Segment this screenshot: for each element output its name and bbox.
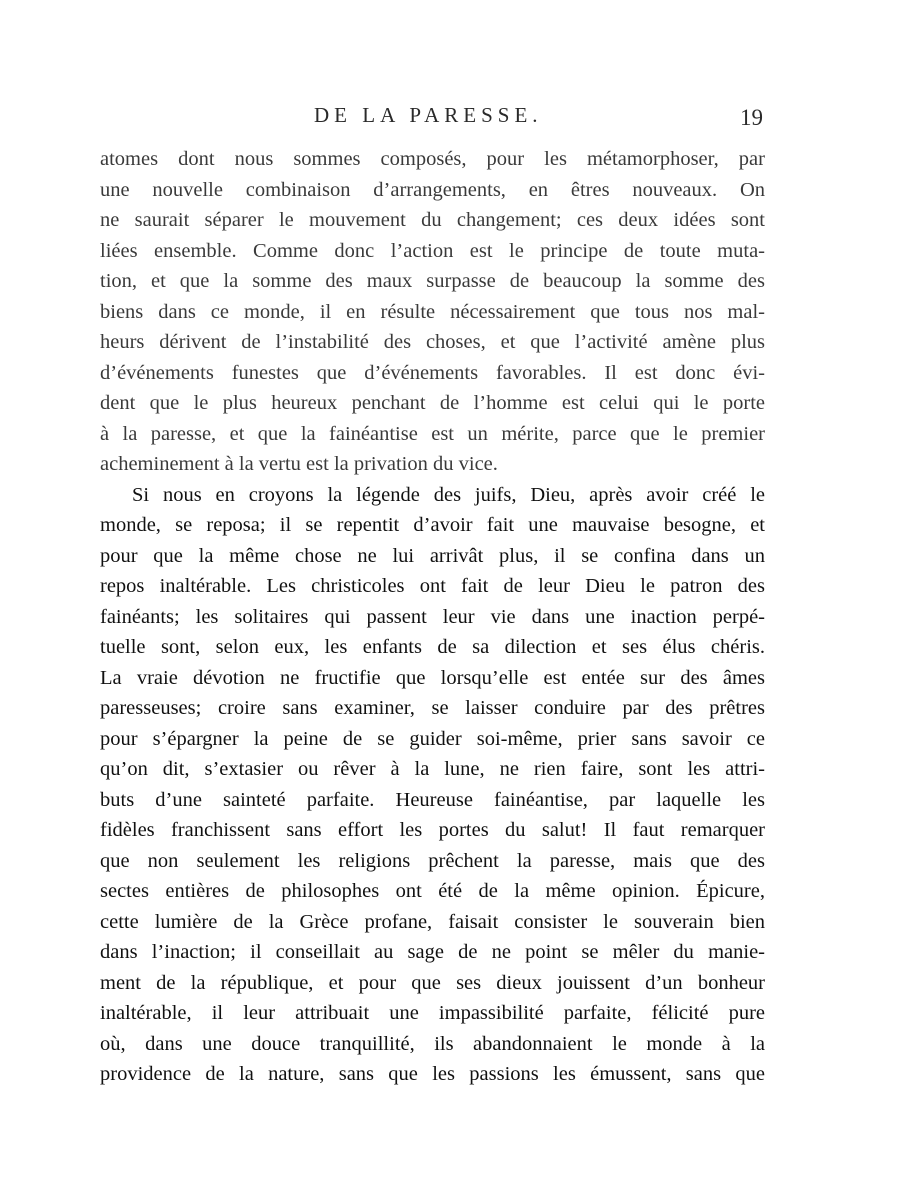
text-line: paresseuses; croire sans examiner, se laisser conduire par des prêtres [100,697,765,719]
text-line: fainéants; les solitaires qui passent leur vie dans une inaction perpé- [100,605,765,628]
text-line: tuelle sont, selon eux, les enfants de sa dilection et ses élus chéris. [100,636,765,658]
text-line: biens dans ce monde, il en résulte nécessairement que tous nos mal- [100,300,765,323]
text-line: providence de la nature, sans que les passions les émussent, sans que [100,1063,765,1085]
text-line: liées ensemble. Comme donc l’action est le principe de toute muta- [100,239,765,262]
text-line: repos inaltérable. Les christicoles ont fait de leur Dieu le patron des [100,575,765,597]
text-line: acheminement à la vertu est la privation du vice. [100,453,498,475]
text-line: dent que le plus heureux penchant de l’homme est celui qui le porte [100,392,765,414]
text-line: cette lumière de la Grèce profane, faisait consister le souverain bien [100,910,765,933]
text-line: atomes dont nous sommes composés, pour les métamorphoser, par [100,148,765,170]
text-line: fidèles franchissent sans effort les portes du salut! Il faut remarquer [100,819,765,841]
text-line: inaltérable, il leur attribuait une impassibilité parfaite, félicité pure [100,1002,765,1024]
text-line: monde, se reposa; il se repentit d’avoir fait une mauvaise besogne, et [100,514,765,536]
text-line: Si nous en croyons la légende des juifs, Dieu, après avoir créé le [132,483,765,506]
text-body [100,144,765,1090]
text-line: heurs dérivent de l’instabilité des choses, et que l’activité amène plus [100,331,765,353]
text-line: pour que la même chose ne lui arrivât plus, il se confina dans un [100,544,765,567]
text-line: ne saurait séparer le mouvement du changement; ces deux idées sont [100,209,765,231]
text-line: que non seulement les religions prêchent la paresse, mais que des [100,849,765,872]
text-line: tion, et que la somme des maux surpasse de beaucoup la somme des [100,270,765,292]
page-number: 19 [740,105,763,130]
paragraph-1 [100,144,765,480]
text-line: où, dans une douce tranquillité, ils abandonnaient le monde à la [100,1032,765,1055]
text-line: dans l’inaction; il conseillait au sage de ne point se mêler du manie- [100,941,765,963]
text-line: buts d’une sainteté parfaite. Heureuse fainéantise, par laquelle les [100,788,765,811]
text-line: qu’on dit, s’extasier ou rêver à la lune, ne rien faire, sont les attri- [100,758,765,780]
paragraph-2 [100,480,765,1090]
text-line: ment de la république, et pour que ses dieux jouissent d’un bonheur [100,971,765,994]
text-line: à la paresse, et que la fainéantise est un mérite, parce que le premier [100,422,765,445]
running-title: DE LA PARESSE. [314,103,543,127]
text-line: La vraie dévotion ne fructifie que lorsqu’elle est entée sur des âmes [100,666,765,689]
text-line: une nouvelle combinaison d’arrangements, en êtres nouveaux. On [100,178,765,201]
text-line: pour s’épargner la peine de se guider soi-même, prier sans savoir ce [100,727,765,750]
running-head [0,103,900,135]
text-line: sectes entières de philosophes ont été de la même opinion. Épicure, [100,880,765,902]
text-line: d’événements funestes que d’événements favorables. Il est donc évi- [100,361,765,384]
